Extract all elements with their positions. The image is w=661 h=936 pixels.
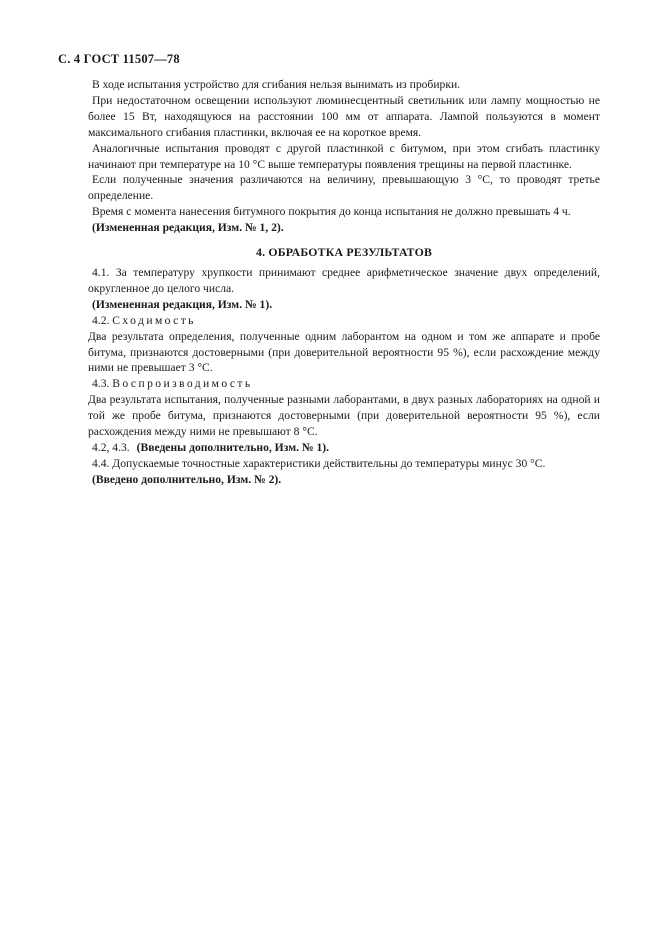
paragraph: При недостаточном освещении используют люминесцентный светильник или лампу мощностью не более 15 Вт, находящуюся на расстоянии 100 мм от аппарата. Лампой пользуются в момент максимального сгибания пластинки, включая ее на короткое время. <box>88 93 600 139</box>
paragraph: Аналогичные испытания проводят с другой пластинкой с битумом, при этом сгибать пластинку начинают при температуре на 10 °С выше температуры появления трещины на первой пластинке. <box>88 141 600 171</box>
clause-number: 4.3. <box>92 377 110 391</box>
clause-4-3-text: Два результата испытания, полученные разными лаборантами, в двух разных лабораториях на одной и той же пробе битума, признаются достоверными (при доверительной вероятности 95 %), если расхождения между ними не превышают 8 °С. <box>88 393 600 439</box>
paragraph: Если полученные значения различаются на величину, превышающую 3 °С, то проводят третье определение. <box>88 173 600 203</box>
clause-4-1: 4.1. За температуру хрупкости принимают среднее арифметическое значение двух определений, округленное до целого числа. <box>88 265 600 295</box>
clause-reference: 4.2, 4.3. <box>92 440 130 454</box>
clause-4-4: 4.4. Допускаемые точностные характеристики действительны до температуры минус 30 °С. <box>92 456 546 470</box>
amendment-note: (Введено дополнительно, Изм. № 2). <box>92 472 282 486</box>
section-heading: 4. ОБРАБОТКА РЕЗУЛЬТАТОВ <box>255 245 433 260</box>
paragraph: В ходе испытания устройство для сгибания нельзя вынимать из пробирки. <box>92 78 461 91</box>
amendment-note: (Измененная редакция, Изм. № 1, 2). <box>92 221 284 235</box>
clause-title: Воспроизводимость <box>112 377 253 391</box>
clause-4-2-4-3-note <box>88 440 600 456</box>
clause-4-3-title <box>88 376 600 392</box>
amendment-note: (Введены дополнительно, Изм. № 1). <box>136 440 329 454</box>
amendment-note: (Измененная редакция, Изм. № 1). <box>92 297 273 311</box>
clause-title: Сходимость <box>112 313 196 327</box>
clause-4-2-title <box>88 313 600 329</box>
clause-number: 4.2. <box>92 313 110 327</box>
clause-4-2-text: Два результата определения, полученные одним лаборантом на одном и том же аппарате и пробе битума, признаются достоверными (при доверительной вероятности 95 %), если расхождение между ними не превышает 3 °С. <box>88 329 600 375</box>
page-header: С. 4 ГОСТ 11507—78 <box>58 52 180 66</box>
paragraph: Время с момента нанесения битумного покрытия до конца испытания не должно превышать 4 ч. <box>92 205 571 219</box>
document-body <box>88 77 600 488</box>
